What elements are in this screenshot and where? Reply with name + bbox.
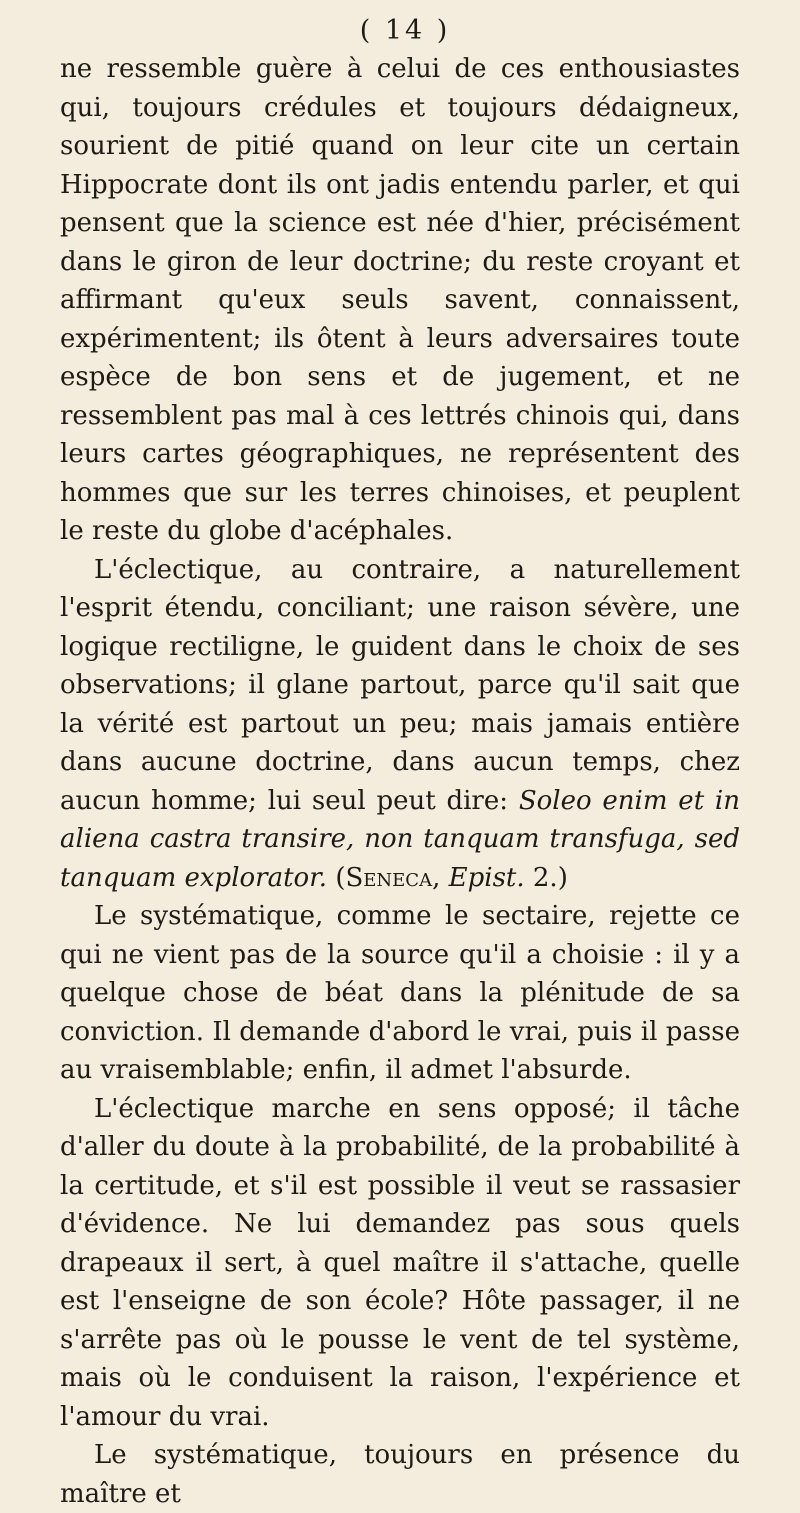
citation-reference: 2.) xyxy=(532,862,568,893)
paragraph-eclectique xyxy=(60,551,740,898)
latin-quote: Soleo enim et in aliena castra transire, non tanquam transfuga, sed tanquam explorator. xyxy=(60,785,740,893)
citation-author: Seneca xyxy=(345,862,433,893)
citation-work: Epist. xyxy=(448,862,525,893)
citation xyxy=(335,863,568,893)
paragraph-systematique-closing: Le systématique, toujours en présence du maître et xyxy=(60,1440,740,1509)
paragraph-continuation: ne ressemble guère à celui de ces enthousiastes qui, toujours crédules et toujours dédaigneux, sourient de pitié quand on leur cite un certain Hippocrate dont ils ont jadis entendu parler, et qui pensent que la science est née d'hier, précisément dans le giron de leur doctrine; du reste croyant et affirmant qu'eux seuls savent, connaissent, expérimentent; ils ôtent à leurs adversaires toute espèce de bon sens et de jugement, et ne ressemblent pas mal à ces lettrés chinois qui, dans leurs cartes géographiques, ne représentent des hommes que sur les terres chinoises, et peuplent le reste du globe d'acéphales. xyxy=(60,54,740,546)
page-number: ( 14 ) xyxy=(359,15,451,46)
paragraph-eclectique-marche: L'éclectique marche en sens opposé; il tâche d'aller du doute à la probabilité, de la probabilité à la certitude, et s'il est possible il veut se rassasier d'évidence. Ne lui demandez pas sous quels drapeaux il sert, à quel maître il s'attache, quelle est l'enseigne de son école? Hôte passager, il ne s'arrête pas où le pousse le vent de tel système, mais où le conduisent la raison, l'expérience et l'amour du vrai. xyxy=(60,1093,740,1432)
paragraph-eclectique-text: L'éclectique, au contraire, a naturellement l'esprit étendu, conciliant; une raison sévère, une logique rectiligne, le guident dans le choix de ses observations; il glane partout, parce qu'il sait que la vérité est partout un peu; mais jamais entière dans aucune doctrine, dans aucun temps, chez aucun homme; lui seul peut dire: xyxy=(60,554,740,816)
citation-separator: , xyxy=(432,862,441,893)
citation-open: ( xyxy=(335,862,346,893)
paragraph-systematique: Le systématique, comme le sectaire, rejette ce qui ne vient pas de la source qu'il a choisie : il y a quelque chose de béat dans la plénitude de sa conviction. Il demande d'abord le vrai, puis il passe au vraisemblable; enfin, il admet l'absurde. xyxy=(60,901,740,1085)
